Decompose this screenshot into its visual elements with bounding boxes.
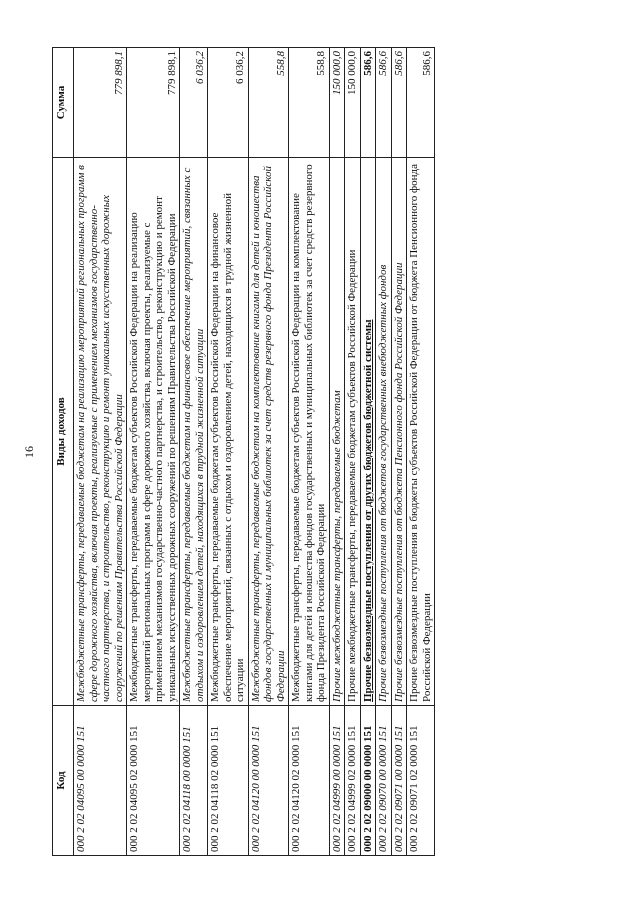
cell-code: 000 2 02 04095 02 0000 151 xyxy=(127,706,180,856)
cell-name: Прочие безвозмездные поступления от бюджета Пенсионного фонда Российской Федерации xyxy=(391,158,407,706)
table-body xyxy=(74,48,435,856)
cell-sum: 6 036,2 xyxy=(180,48,208,158)
header-name: Виды доходов xyxy=(53,158,74,706)
cell-code: 000 2 02 09071 02 0000 151 xyxy=(407,706,435,856)
cell-name: Межбюджетные трансферты, передаваемые бюджетам субъектов Российской Федерации на комплектование книгами для детей и юношества фондов государственных и муниципальных библиотек за счет средств резервного фонда Президента Российской Федерации xyxy=(289,158,330,706)
cell-sum: 150 000,0 xyxy=(345,48,361,158)
cell-name: Межбюджетные трансферты, передаваемые бюджетам на реализацию мероприятий региональных программ в сфере дорожного хозяйства, включая проекты, реализуемые с применением механизмов государственно-частного партнерства, и строительство, реконструкцию и ремонт уникальных искусственных дорожных сооружений по решениям Правительства Российской Федерации xyxy=(74,158,127,706)
cell-code: 000 2 02 04999 00 0000 151 xyxy=(329,706,345,856)
cell-name: Межбюджетные трансферты, передаваемые бюджетам на финансовое обеспечение мероприятий, связанных с отдыхом и оздоровлением детей, находящихся в трудной жизненной ситуации xyxy=(180,158,208,706)
cell-code: 000 2 02 04118 02 0000 151 xyxy=(208,706,249,856)
table-row xyxy=(208,48,249,856)
table-row xyxy=(289,48,330,856)
cell-code: 000 2 02 04120 02 0000 151 xyxy=(289,706,330,856)
cell-code: 000 2 02 09070 00 0000 151 xyxy=(376,706,392,856)
header-sum: Сумма xyxy=(53,48,74,158)
table-row xyxy=(360,48,376,856)
cell-name: Межбюджетные трансферты, передаваемые бюджетам на комплектование книгами для детей и юношества фондов государственных и муниципальных библиотек за счет средств резервного фонда Президента Российской Федерации xyxy=(248,158,289,706)
cell-sum: 586,6 xyxy=(360,48,376,158)
table-row xyxy=(248,48,289,856)
table-header-row xyxy=(53,48,74,856)
rotated-page-content xyxy=(22,48,582,856)
cell-sum: 558,8 xyxy=(248,48,289,158)
table-row xyxy=(345,48,361,856)
cell-sum: 586,6 xyxy=(391,48,407,158)
cell-sum: 779 898,1 xyxy=(74,48,127,158)
cell-name: Межбюджетные трансферты, передаваемые бюджетам субъектов Российской Федерации на финансовое обеспечение мероприятий, связанных с отдыхом и оздоровлением детей, находящихся в трудной жизненной ситуации xyxy=(208,158,249,706)
cell-sum: 558,8 xyxy=(289,48,330,158)
cell-name: Прочие межбюджетные трансферты, передаваемые бюджетам xyxy=(329,158,345,706)
table-row xyxy=(391,48,407,856)
cell-name: Прочие безвозмездные поступления от других бюджетов бюджетной системы xyxy=(360,158,376,706)
table-row xyxy=(74,48,127,856)
cell-code: 000 2 02 04999 02 0000 151 xyxy=(345,706,361,856)
header-code: Код xyxy=(53,706,74,856)
table-row xyxy=(376,48,392,856)
cell-code: 000 2 02 04118 00 0000 151 xyxy=(180,706,208,856)
cell-sum: 586,6 xyxy=(407,48,435,158)
cell-code: 000 2 02 04095 00 0000 151 xyxy=(74,706,127,856)
cell-sum: 779 898,1 xyxy=(127,48,180,158)
revenue-table xyxy=(52,47,435,856)
cell-code: 000 2 02 09071 00 0000 151 xyxy=(391,706,407,856)
cell-sum: 586,6 xyxy=(376,48,392,158)
cell-code: 000 2 02 04120 00 0000 151 xyxy=(248,706,289,856)
cell-name: Прочие безвозмездные поступления от бюджетов государственных внебюджетных фондов xyxy=(376,158,392,706)
cell-name: Прочие безвозмездные поступления в бюджеты субъектов Российской Федерации от бюджета Пенсионного фонда Российской Федерации xyxy=(407,158,435,706)
cell-sum: 6 036,2 xyxy=(208,48,249,158)
table-row xyxy=(407,48,435,856)
cell-name: Прочие межбюджетные трансферты, передаваемые бюджетам субъектов Российской Федерации xyxy=(345,158,361,706)
table-row xyxy=(329,48,345,856)
cell-code: 000 2 02 09000 00 0000 151 xyxy=(360,706,376,856)
table-row xyxy=(127,48,180,856)
cell-name: Межбюджетные трансферты, передаваемые бюджетам субъектов Российской Федерации на реализацию мероприятий региональных программ в сфере дорожного хозяйства, включая проекты, реализуемые с применением механизмов государственно-частного партнерства, и строительство, реконструкцию и ремонт уникальных искусственных дорожных сооружений по решениям Правительства Российской Федерации xyxy=(127,158,180,706)
table-row xyxy=(180,48,208,856)
cell-sum: 150 000,0 xyxy=(329,48,345,158)
page-number: 16 xyxy=(22,446,36,458)
